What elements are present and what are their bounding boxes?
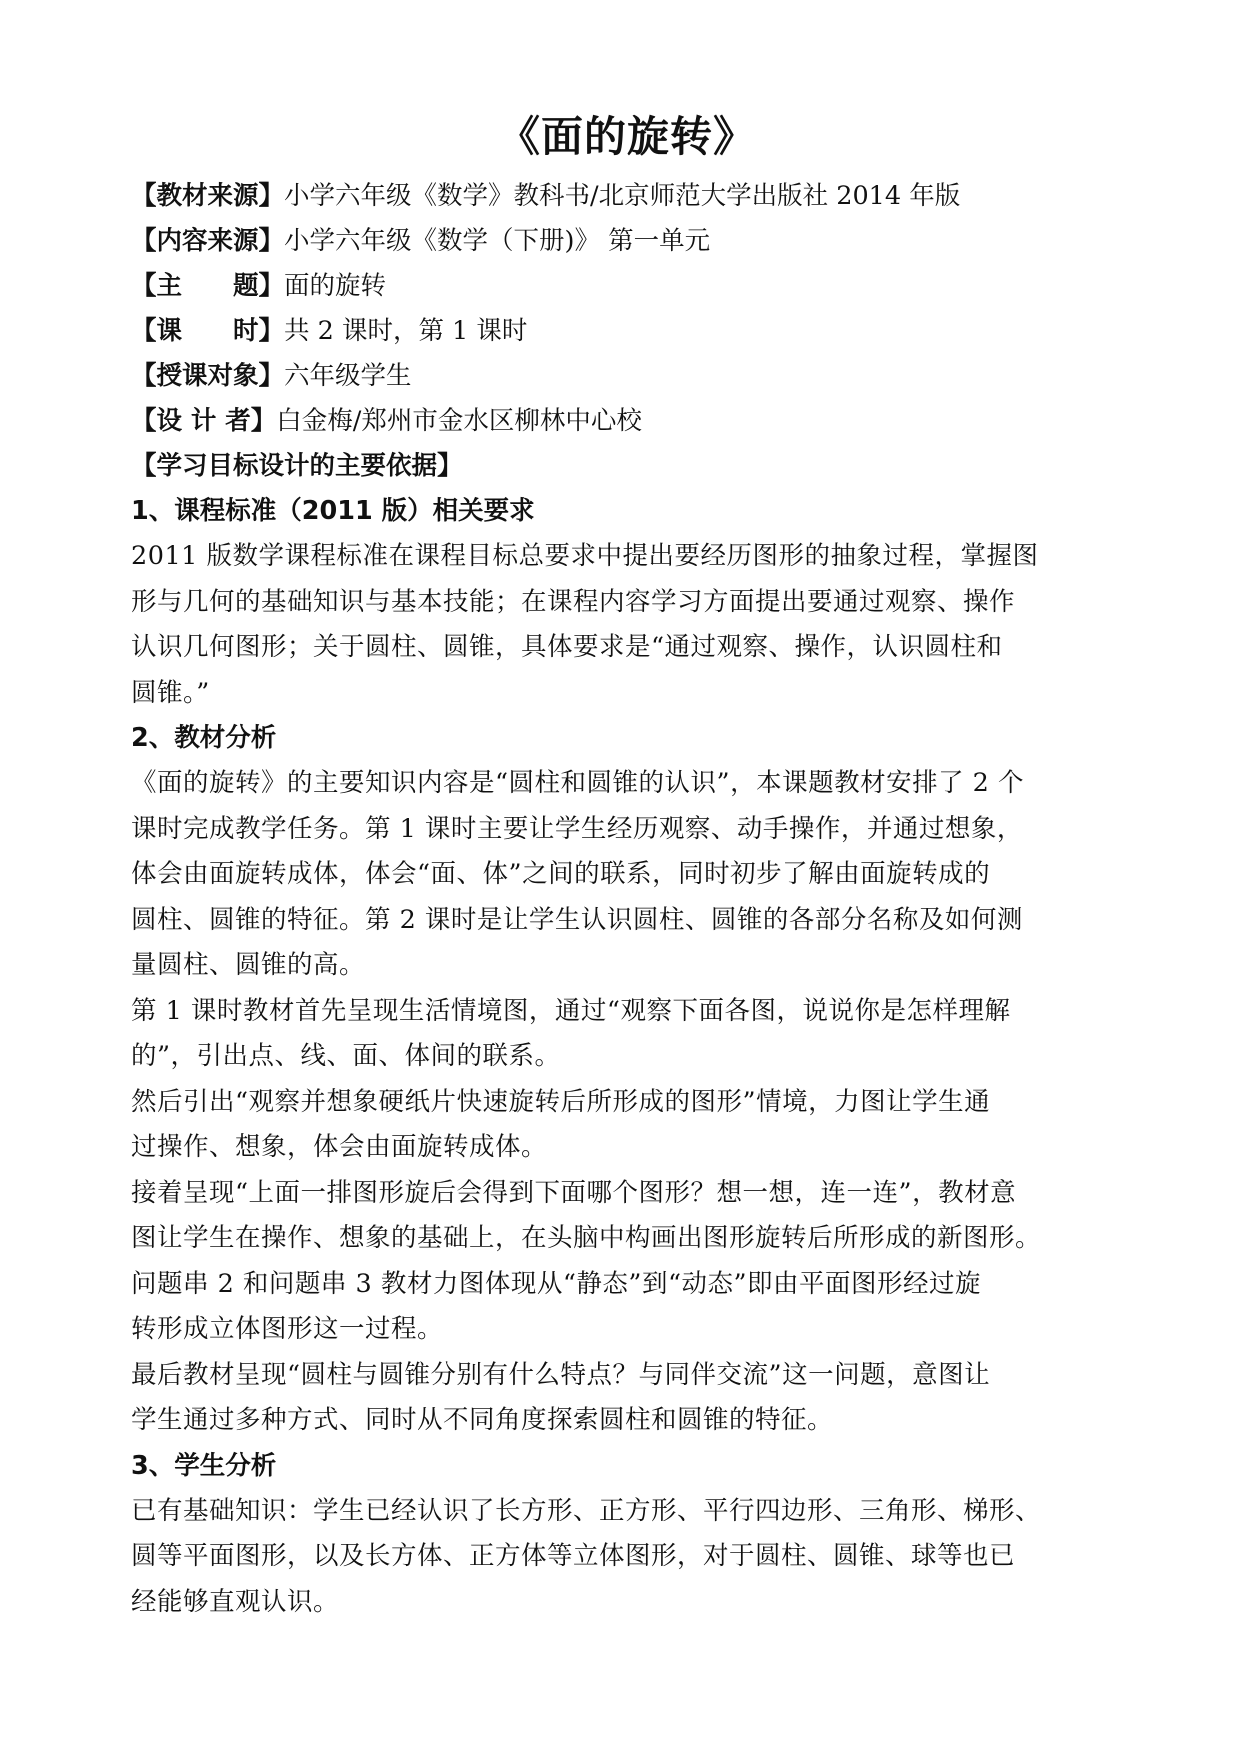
- text-line: 认识几何图形；关于圆柱、圆锥，具体要求是“通过观察、操作，认识圆柱和: [131, 632, 1003, 662]
- meta-key: 【内容来源】: [131, 226, 285, 256]
- section-heading-curriculum: 1、课程标准（2011 版）相关要求: [131, 496, 535, 526]
- text-line: 学生通过多种方式、同时从不同角度探索圆柱和圆锥的特征。: [131, 1405, 834, 1435]
- text-line: 2011 版数学课程标准在课程目标总要求中提出要经历图形的抽象过程，掌握图: [131, 541, 1039, 571]
- meta-key: 【教材来源】: [131, 181, 285, 211]
- text-line: 过操作、想象，体会由面旋转成体。: [131, 1132, 548, 1162]
- text-line: 体会由面旋转成体，体会“面、体”之间的联系，同时初步了解由面旋转成的: [131, 859, 991, 889]
- paragraph-analysis-2: [131, 989, 1123, 1080]
- text-line: 《面的旋转》的主要知识内容是“圆柱和圆锥的认识”，本课题教材安排了 2 个: [131, 768, 1025, 798]
- section-heading-student-analysis: 3、学生分析: [131, 1450, 277, 1481]
- meta-row-content-source: [131, 219, 1123, 264]
- paragraph-analysis-5: [131, 1353, 1123, 1444]
- section-heading-textbook-analysis: 2、教材分析: [131, 723, 277, 753]
- text-line: 的”，引出点、线、面、体间的联系。: [131, 1041, 561, 1071]
- meta-row-textbook-source: [131, 174, 1123, 219]
- text-line: 圆锥。”: [131, 677, 210, 708]
- meta-value: 小学六年级《数学》教科书/北京师范大学出版社 2014 年版: [284, 181, 961, 211]
- meta-block: [131, 174, 1123, 444]
- meta-value: 六年级学生: [284, 361, 412, 391]
- meta-row-designer: [131, 399, 1123, 444]
- meta-key: 【课 时】: [131, 316, 285, 346]
- text-line: 量圆柱、圆锥的高。: [131, 950, 366, 980]
- text-line: 问题串 2 和问题串 3 教材力图体现从“静态”到“动态”即由平面图形经过旋: [131, 1268, 982, 1299]
- text-line: 圆等平面图形，以及长方体、正方体等立体图形，对于圆柱、圆锥、球等也已: [131, 1541, 1016, 1571]
- meta-key: 【主 题】: [131, 271, 285, 301]
- text-line: 经能够直观认识。: [131, 1586, 340, 1617]
- meta-value: 白金梅/郑州市金水区柳林中心校: [276, 406, 642, 436]
- text-line: 接着呈现“上面一排图形旋后会得到下面哪个图形？想一想，连一连”，教材意: [131, 1177, 1017, 1208]
- text-line: 然后引出“观察并想象硬纸片快速旋转后所形成的图形”情境，力图让学生通: [131, 1086, 991, 1117]
- meta-row-class-hours: [131, 309, 1123, 354]
- paragraph-curriculum: [131, 534, 1123, 716]
- text-line: 形与几何的基础知识与基本技能；在课程内容学习方面提出要通过观察、操作: [131, 586, 1016, 617]
- meta-value: 面的旋转: [284, 271, 387, 301]
- page-title: 《面的旋转》: [497, 112, 756, 161]
- text-line: 转形成立体图形这一过程。: [131, 1314, 444, 1344]
- meta-value: 共 2 课时，第 1 课时: [284, 316, 528, 346]
- meta-row-audience: [131, 354, 1123, 399]
- paragraph-analysis-4: [131, 1171, 1123, 1353]
- document-page: [131, 108, 1123, 1625]
- meta-value: 小学六年级《数学（下册)》 第一单元: [284, 226, 711, 256]
- paragraph-student-analysis: [131, 1489, 1123, 1626]
- text-line: 已有基础知识：学生已经认识了长方形、正方形、平行四边形、三角形、梯形、: [131, 1495, 1042, 1526]
- meta-key: 【授课对象】: [131, 361, 285, 391]
- basis-heading: 【学习目标设计的主要依据】: [131, 451, 463, 481]
- text-line: 第 1 课时教材首先呈现生活情境图，通过“观察下面各图，说说你是怎样理解: [131, 995, 1011, 1026]
- text-line: 图让学生在操作、想象的基础上，在头脑中构画出图形旋转后所形成的新图形。: [131, 1223, 1042, 1253]
- meta-row-topic: [131, 264, 1123, 309]
- text-line: 最后教材呈现“圆柱与圆锥分别有什么特点？与同伴交流”这一问题，意图让: [131, 1359, 991, 1390]
- paragraph-analysis-1: [131, 761, 1123, 989]
- text-line: 圆柱、圆锥的特征。第 2 课时是让学生认识圆柱、圆锥的各部分名称及如何测: [131, 904, 1023, 935]
- text-line: 课时完成教学任务。第 1 课时主要让学生经历观察、动手操作，并通过想象，: [131, 813, 1023, 844]
- paragraph-analysis-3: [131, 1080, 1123, 1171]
- meta-key: 【设 计 者】: [131, 406, 277, 436]
